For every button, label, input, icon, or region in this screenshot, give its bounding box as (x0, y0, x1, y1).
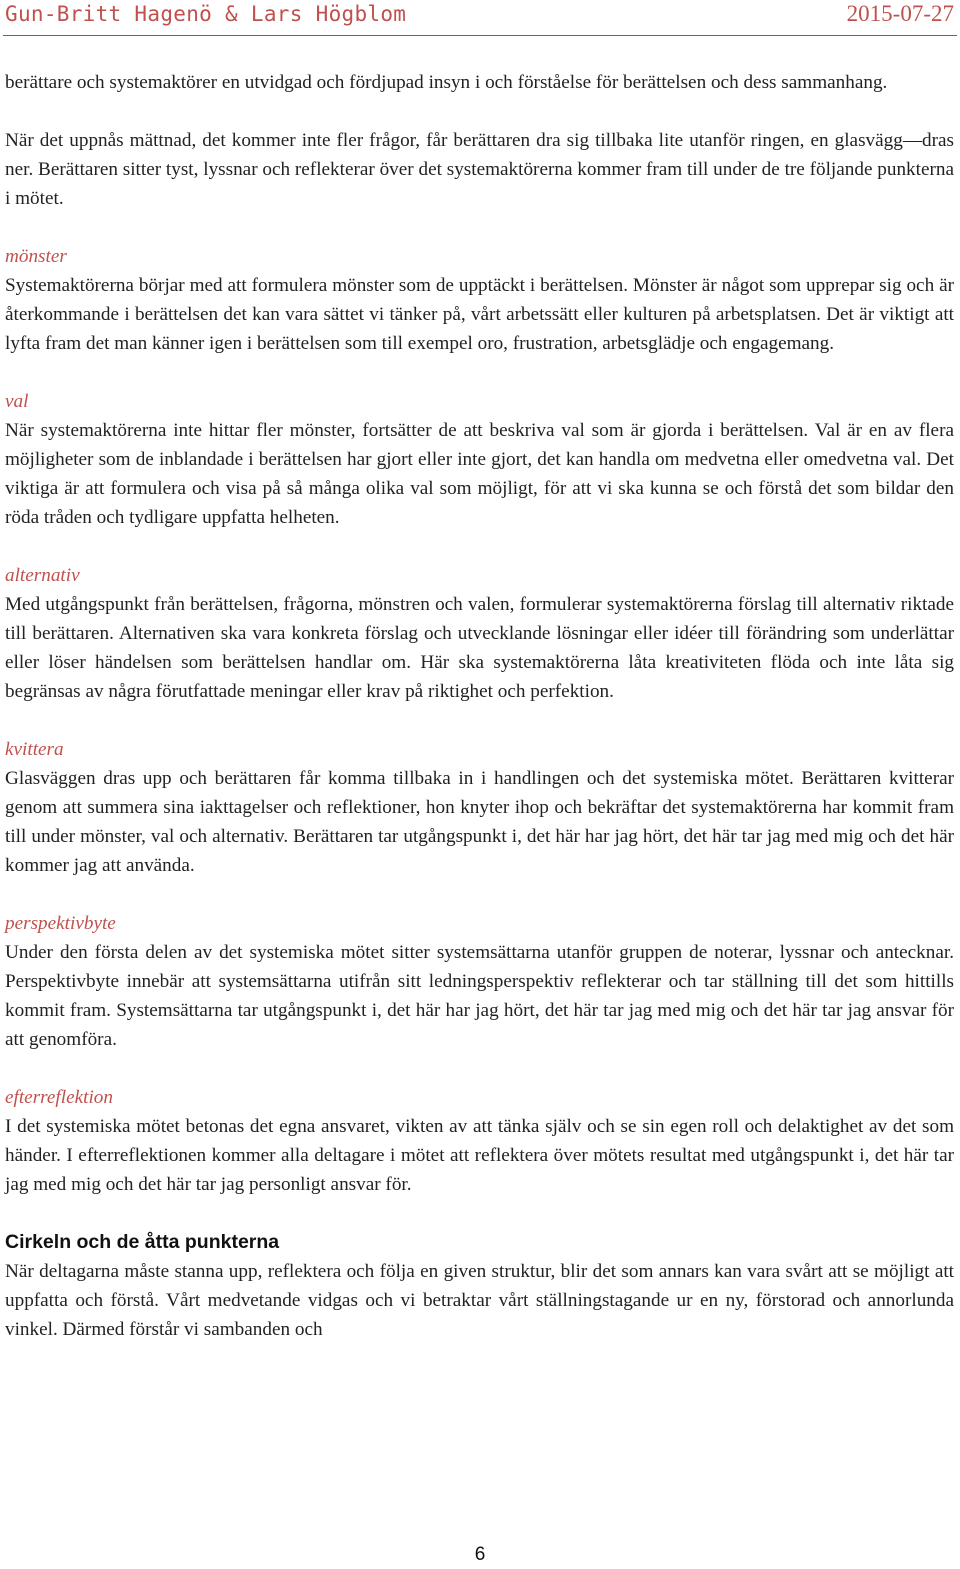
header-date: 2015-07-27 (846, 1, 954, 26)
section-text: I det systemiska mötet betonas det egna ansvaret, vikten av att tänka själv och se sin egen roll och delaktighet av det som händer. I efterreflektionen kommer alla deltagare i mötet att reflektera över mötets resultat med utgångspunkt i, det här tar jag med mig och det här tar jag personligt ansvar för. (5, 1116, 954, 1195)
header-divider (3, 35, 957, 36)
closing-paragraph: När deltagarna måste stanna upp, reflektera och följa en given struktur, blir det som annars kan vara svårt att se möjligt att uppfatta och förstå. Vårt medvetande vidgas och vi betraktar vårt ställningstagande ur en ny, förstorad och annorlunda vinkel. Därmed förstår vi sambanden och (5, 1261, 954, 1340)
intro-paragraph-2: När det uppnås mättnad, det kommer inte fler frågor, får berättaren dra sig tillbaka lite utanför ringen, en glasvägg—dras ner. Berättaren sitter tyst, lyssnar och reflekterar över det systemaktörerna kommer fram till under de tre följande punkterna i mötet. (5, 130, 954, 209)
document-body (5, 68, 954, 1344)
header-authors: Gun-Britt Hagenö & Lars Högblom (5, 2, 407, 26)
section-text: När systemaktörerna inte hittar fler mönster, fortsätter de att beskriva val som är gjorda i berättelsen. Val är en av flera möjligheter som de inblandade i berättelsen har gjort eller inte gjort, det kan handla om medvetna eller omedvetna val. Det viktiga är att formulera och visa på så många olika val som möjligt, för att vi ska kunna se och förstå det som bildar den röda tråden och tydligare uppfatta helheten. (5, 420, 954, 528)
section-perspektivbyte (5, 909, 954, 1054)
section-text: Glasväggen dras upp och berättaren får komma tillbaka in i handlingen och det systemiska mötet. Berättaren kvitterar genom att summera sina iakttagelser och reflektioner, hon knyter ihop och bekräftar det systemaktörerna har kommit fram till under mönster, val och alternativ. Berättaren tar utgångspunkt i, det här har jag hört, det här tar jag med mig och det här kommer jag att använda. (5, 768, 954, 876)
section-val (5, 387, 954, 532)
section-title: efterreflektion (5, 1087, 113, 1108)
page-number: 6 (474, 1544, 486, 1565)
section-efterreflektion (5, 1083, 954, 1199)
section-alternativ (5, 561, 954, 706)
section-title: mönster (5, 246, 67, 267)
section-text: Med utgångspunkt från berättelsen, frågorna, mönstren och valen, formulerar systemaktörerna förslag till alternativ riktade till berättaren. Alternativen ska vara konkreta förslag och utvecklande lösningar eller idéer till förändring som underlättar eller löser händelsen som berättelsen handlar om. Här ska systemaktörerna låta kreativiteten flöda och inte låta sig begränsas av några förutfattade meningar eller krav på riktighet och perfektion. (5, 594, 954, 702)
intro-paragraph-1: berättare och systemaktörer en utvidgad och fördjupad insyn i och förståelse för berättelsen och dess sammanhang. (5, 72, 888, 93)
section-monster (5, 242, 954, 358)
section-text: Under den första delen av det systemiska mötet sitter systemsättarna utanför gruppen de noterar, lyssnar och antecknar. Perspektivbyte innebär att systemsättarna utifrån sitt ledningsperspektiv reflekterar och tar ställning till det som hittills kommit fram. Systemsättarna tar utgångspunkt i, det här har jag hört, det här tar jag med mig och det här tar jag ansvar för att genomföra. (5, 942, 954, 1050)
section-title: val (5, 391, 29, 412)
section-title: kvittera (5, 739, 64, 760)
section-text: Systemaktörerna börjar med att formulera mönster som de upptäckt i berättelsen. Mönster är något som upprepar sig och är återkommande i berättelsen det kan vara sättet vi tänker på, vårt arbetssätt eller kulturen på arbetsplatsen. Det är viktigt att lyfta fram det man känner igen i berättelsen som till exempel oro, frustration, arbetsglädje och engagemang. (5, 275, 954, 354)
section-title: perspektivbyte (5, 913, 116, 934)
page-header (0, 0, 960, 36)
section-kvittera (5, 735, 954, 880)
section-title: alternativ (5, 565, 80, 586)
section-heading: Cirkeln och de åtta punkterna (5, 1231, 280, 1253)
